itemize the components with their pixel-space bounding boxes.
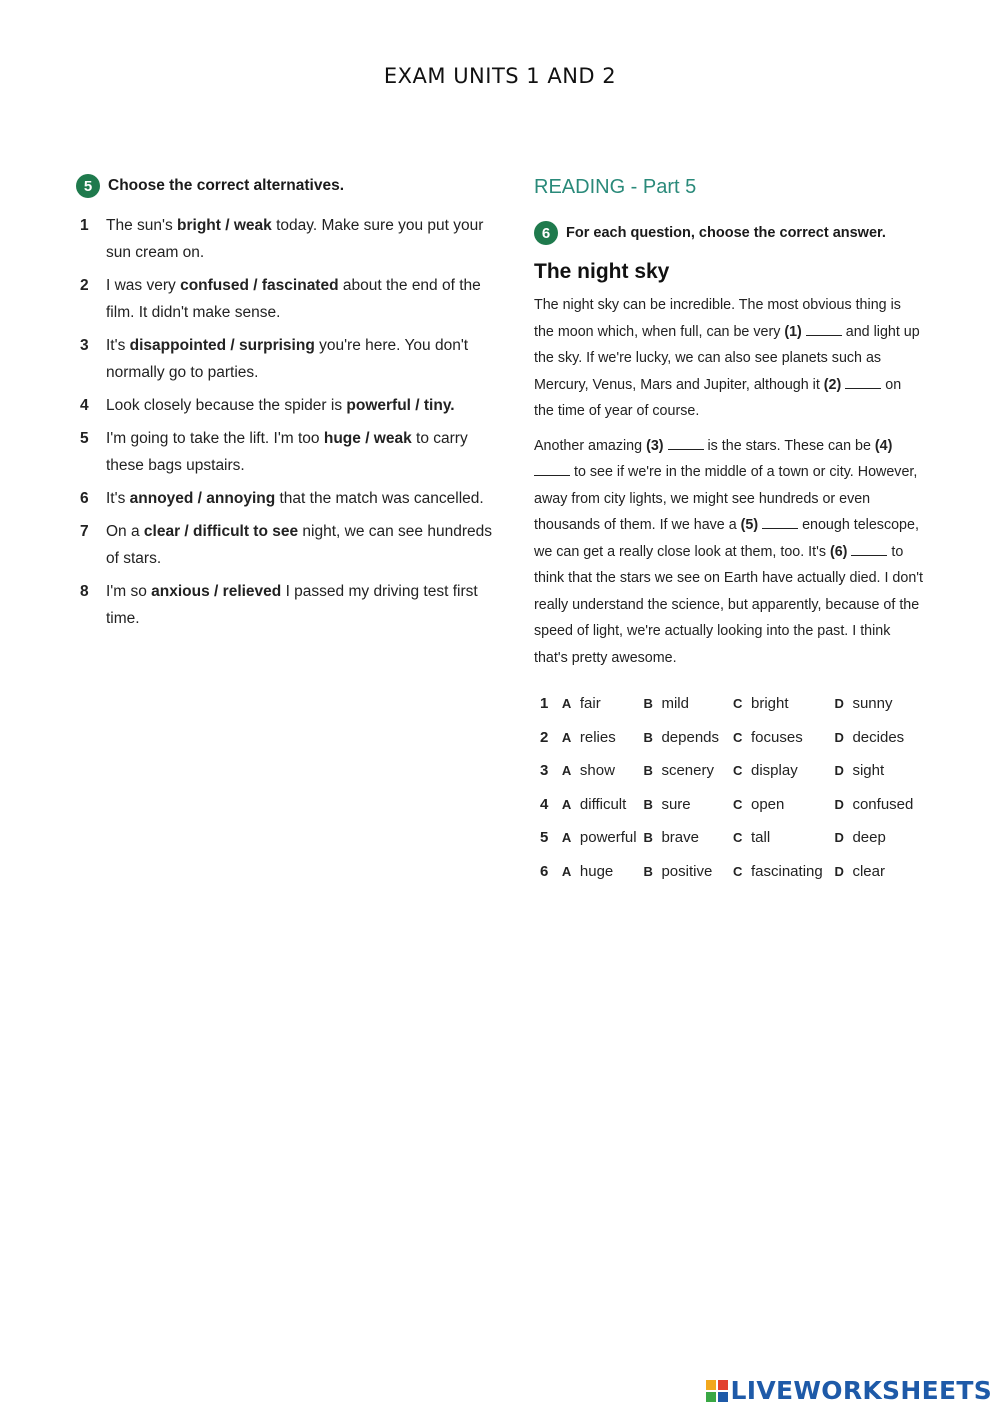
reading-paragraph-2: Another amazing (3) is the stars. These can be (4) to see if we're in the middle of a town or city. However, away from city lights, we might see hundreds or even thousands of them. If we have a (5) enough telescope, we can get a really close look at them, too. It's (6) to think that the stars we see on Earth have actually died. I don't really understand the science, but apparently, because of the speed of light, we're actually looking into the past. I think that's pretty awesome. [534, 433, 924, 672]
table-row [534, 788, 924, 822]
list-item: 3 It's disappointed / surprising you're here. You don't normally go to parties. [76, 332, 496, 386]
exercise-number-badge: 5 [76, 174, 100, 198]
answer-blank[interactable] [806, 321, 842, 336]
list-item: 8 I'm so anxious / relieved I passed my driving test first time. [76, 578, 496, 632]
list-item: 6 It's annoyed / annoying that the match was cancelled. [76, 485, 496, 512]
option-b[interactable]: B positive [643, 862, 713, 880]
option-b[interactable]: B depends [643, 728, 720, 746]
option-d[interactable]: D confused [834, 795, 914, 813]
option-a[interactable]: A fair [561, 695, 601, 712]
item-number: 4 [80, 397, 89, 414]
question-number: 2 [540, 728, 549, 746]
exercise-6-instruction: For each question, choose the correct answer. [566, 225, 886, 241]
story-title: The night sky [534, 260, 670, 283]
item-number: 2 [80, 277, 89, 294]
question-number: 5 [540, 829, 549, 846]
item-number: 3 [80, 337, 89, 354]
answer-blank[interactable] [851, 541, 887, 556]
answer-blank[interactable] [534, 461, 570, 476]
reading-paragraph-1: The night sky can be incredible. The most obvious thing is the moon which, when full, can be very (1) and light up the sky. If we're lucky, we can also see planets such as Mercury, Venus, Mars and Jupiter, although it (2) on the time of year of course. [534, 297, 920, 419]
list-item: 5 I'm going to take the lift. I'm too huge / weak to carry these bags upstairs. [76, 425, 496, 479]
choice-options[interactable]: bright / weak [177, 217, 272, 234]
gap-number: (4) [874, 437, 893, 454]
table-row [534, 687, 924, 721]
exercise-number-badge: 6 [534, 221, 558, 245]
gap-number: (1) [784, 323, 802, 340]
section-title: READING - Part 5 [534, 176, 697, 198]
option-a[interactable]: A powerful [561, 829, 637, 846]
list-item: 7 On a clear / difficult to see night, we can see hundreds of stars. [76, 518, 496, 572]
item-number: 6 [80, 490, 89, 507]
list-item: 1 The sun's bright / weak today. Make sure you put your sun cream on. [76, 212, 496, 266]
reading-section [534, 170, 924, 888]
option-d[interactable]: D sunny [834, 695, 893, 712]
option-d[interactable]: D sight [834, 762, 885, 779]
table-row [534, 821, 924, 855]
answer-options [534, 687, 924, 888]
option-a[interactable]: A relies [561, 728, 616, 746]
option-b[interactable]: B brave [643, 829, 699, 846]
option-a[interactable]: A difficult [561, 795, 627, 813]
option-d[interactable]: D deep [834, 829, 886, 846]
option-c[interactable]: C focuses [733, 728, 803, 746]
logo-text: LIVEWORKSHEETS [730, 1376, 992, 1405]
liveworksheets-logo-icon [706, 1380, 728, 1402]
option-c[interactable]: C bright [733, 695, 789, 712]
choice-options[interactable]: anxious / relieved [151, 583, 282, 600]
option-d[interactable]: D clear [834, 862, 885, 880]
table-row [534, 754, 924, 788]
answer-blank[interactable] [845, 374, 881, 389]
exercise-5-items [76, 212, 496, 632]
item-number: 1 [80, 217, 89, 234]
choice-options[interactable]: annoyed / annoying [129, 490, 276, 507]
option-a[interactable]: A huge [561, 862, 614, 880]
option-d[interactable]: D decides [834, 728, 905, 746]
option-c[interactable]: C tall [733, 829, 771, 846]
gap-number: (6) [829, 543, 848, 560]
item-number: 7 [80, 523, 89, 540]
item-number: 8 [80, 583, 89, 600]
question-number: 1 [540, 695, 549, 712]
list-item: 4 Look closely because the spider is powerful / tiny. [76, 392, 496, 419]
choice-options[interactable]: huge / weak [323, 430, 412, 447]
list-item: 2 I was very confused / fascinated about the end of the film. It didn't make sense. [76, 272, 496, 326]
gap-number: (5) [740, 517, 759, 533]
question-number: 6 [540, 862, 549, 880]
question-number: 3 [540, 762, 549, 779]
liveworksheets-logo[interactable] [706, 1376, 992, 1405]
choice-options[interactable]: powerful / tiny. [346, 397, 455, 414]
option-b[interactable]: B mild [643, 695, 689, 712]
exercise-5 [76, 170, 496, 638]
option-c[interactable]: C display [733, 762, 798, 779]
option-b[interactable]: B scenery [643, 762, 714, 779]
table-row [534, 855, 924, 889]
question-number: 4 [540, 795, 549, 813]
option-a[interactable]: A show [561, 762, 615, 779]
option-c[interactable]: C fascinating [733, 862, 823, 880]
table-row [534, 721, 924, 755]
item-number: 5 [80, 430, 89, 447]
choice-options[interactable]: confused / fascinated [180, 277, 339, 294]
exercise-5-instruction: Choose the correct alternatives. [108, 177, 345, 194]
option-c[interactable]: C open [733, 795, 785, 813]
page-title: EXAM UNITS 1 AND 2 [383, 64, 617, 88]
exercise-5-heading [76, 170, 496, 202]
choice-options[interactable]: clear / difficult to see [143, 523, 299, 540]
gap-number: (2) [823, 376, 842, 393]
gap-number: (3) [646, 437, 664, 454]
option-b[interactable]: B sure [643, 795, 691, 813]
answer-blank[interactable] [762, 514, 798, 529]
exercise-6-heading [534, 218, 924, 248]
choice-options[interactable]: disappointed / surprising [129, 337, 315, 354]
answer-blank[interactable] [668, 435, 704, 450]
